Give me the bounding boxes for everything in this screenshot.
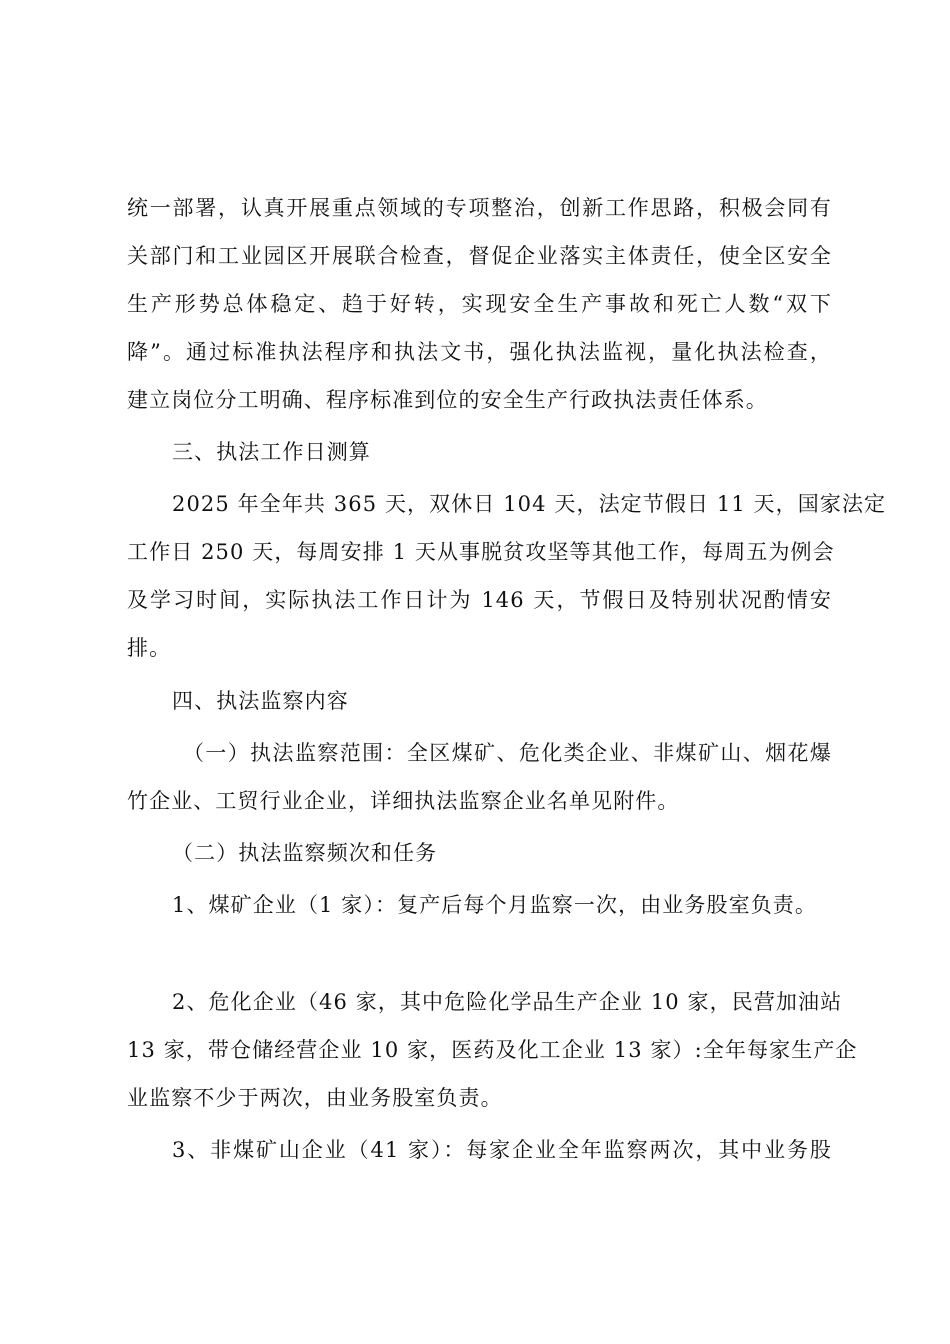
paragraph-line: 1、煤矿企业（1 家）：复产后每个月监察一次，由业务股室负责。 — [172, 893, 817, 917]
paragraph-line: 3、非煤矿山企业（41 家）：每家企业全年监察两次，其中业务股 — [172, 1138, 832, 1162]
paragraph-line: 业监察不少于两次，由业务股室负责。 — [127, 1086, 503, 1110]
paragraph-line: 2、危化企业（46 家，其中危险化学品生产企业 10 家，民营加油站 — [172, 990, 843, 1014]
paragraph-line: 13 家，带仓储经营企业 10 家，医药及化工企业 13 家）:全年每家生产企 — [127, 1038, 858, 1062]
paragraph-line: 竹企业、工贸行业企业，详细执法监察企业名单见附件。 — [127, 789, 680, 813]
paragraph-line: 降”。通过标准执法程序和执法文书，强化执法监视，量化执法检查， — [127, 340, 832, 364]
subsection-heading: （二）执法监察频次和任务 — [172, 841, 438, 865]
paragraph-line: 生产形势总体稳定、趋于好转，实现安全生产事故和死亡人数“双下 — [127, 292, 832, 316]
paragraph-line: 建立岗位分工明确、程序标准到位的安全生产行政执法责任体系。 — [127, 388, 768, 412]
paragraph-line: 工作日 250 天，每周安排 1 天从事脱贫攻坚等其他工作，每周五为例会 — [127, 540, 835, 564]
paragraph-line: 2025 年全年共 365 天，双休日 104 天，法定节假日 11 天，国家法定 — [172, 492, 887, 516]
paragraph-line: （一）执法监察范围：全区煤矿、危化类企业、非煤矿山、烟花爆 — [183, 741, 832, 765]
paragraph-line: 排。 — [127, 636, 172, 660]
paragraph-line: 及学习时间，实际执法工作日计为 146 天，节假日及特别状况酌情安 — [127, 588, 832, 612]
section-heading: 四、执法监察内容 — [172, 689, 349, 713]
section-heading: 三、执法工作日测算 — [172, 440, 371, 464]
paragraph-line: 统一部署，认真开展重点领域的专项整治，创新工作思路，积极会同有 — [127, 196, 832, 220]
paragraph-line: 关部门和工业园区开展联合检查，督促企业落实主体责任，使全区安全 — [127, 244, 832, 268]
